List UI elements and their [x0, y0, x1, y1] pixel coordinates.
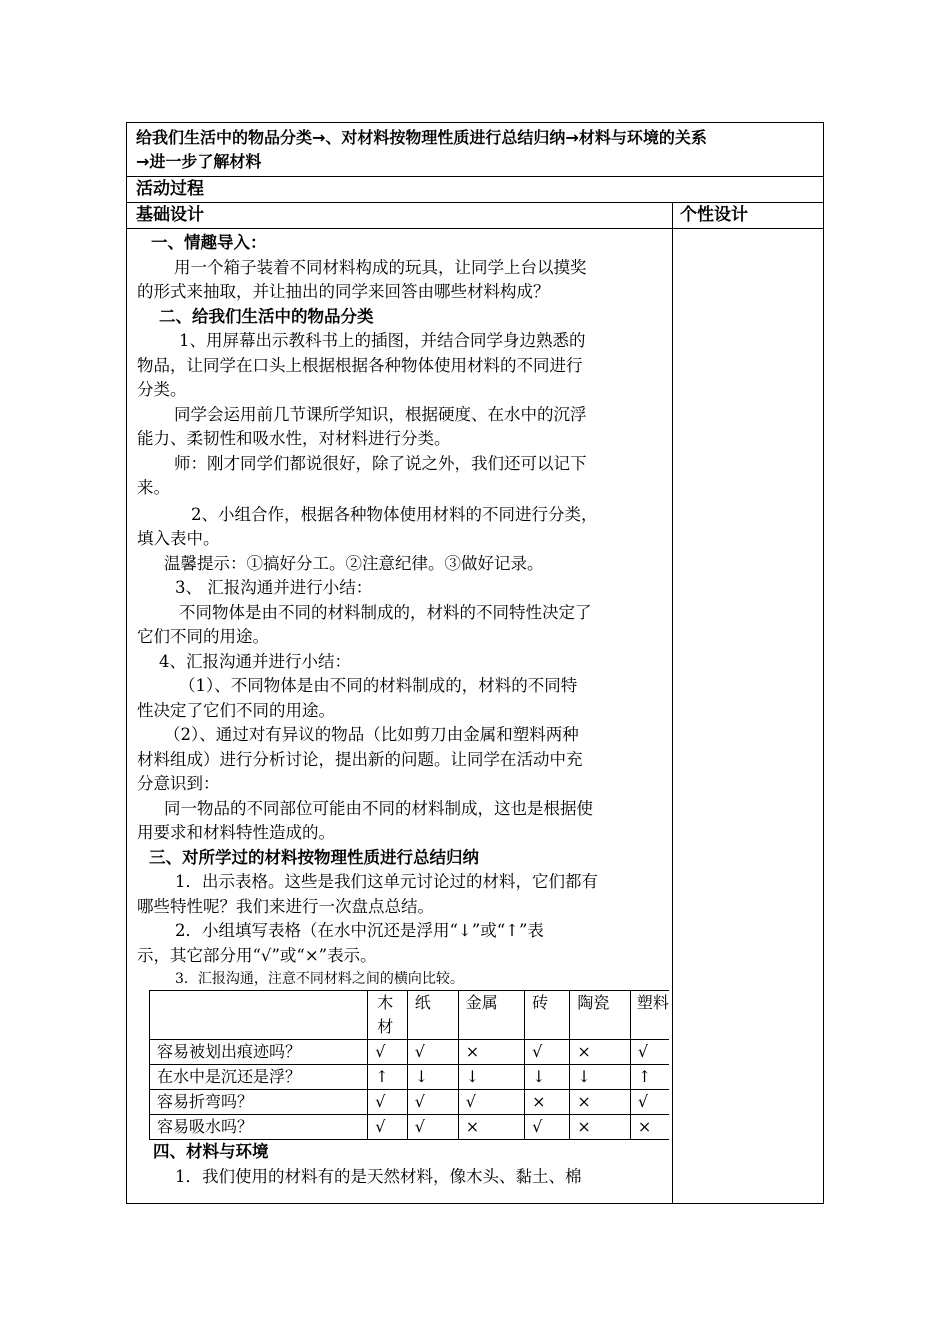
table-cell: ↓: [570, 1065, 631, 1090]
paragraph: 来。: [137, 478, 170, 497]
basic-design-content: [137, 231, 669, 1189]
table-cell: ×: [570, 1115, 631, 1140]
section-3-title: 三、对所学过的材料按物理性质进行总结归纳: [149, 847, 479, 867]
table-cell: √: [368, 1115, 407, 1140]
paragraph: 填入表中。: [137, 529, 220, 548]
table-cell: ×: [525, 1090, 570, 1115]
paragraph: 同一物品的不同部位可能由不同的材料制成，这也是根据使: [164, 798, 593, 818]
table-cell: 容易被划出痕迹吗？: [150, 1040, 368, 1065]
table-cell: ↓: [407, 1065, 458, 1090]
summary-line-1: 给我们生活中的物品分类→、对材料按物理性质进行总结归纳→材料与环境的关系: [136, 128, 707, 147]
section-2-title: 二、给我们生活中的物品分类: [159, 306, 374, 326]
personal-design-header: 个性设计: [680, 205, 748, 225]
summary-row: [127, 123, 823, 177]
paragraph: 2、小组合作，根据各种物体使用材料的不同进行分类，: [191, 504, 598, 524]
table-cell: ↓: [458, 1065, 524, 1090]
table-cell: ×: [458, 1115, 524, 1140]
table-cell: √: [407, 1090, 458, 1115]
table-header-row: [150, 991, 670, 1040]
table-header-cell: 纸: [407, 991, 458, 1040]
table-header-cell: 金属: [458, 991, 524, 1040]
table-cell: 容易折弯吗？: [150, 1090, 368, 1115]
paragraph: 2．小组填写表格（在水中沉还是浮用“↓”或“↑”表: [175, 921, 544, 940]
paragraph: 师：刚才同学们都说很好，除了说之外，我们还可以记下: [174, 453, 587, 473]
table-row: [150, 1115, 670, 1140]
paragraph: 不同物体是由不同的材料制成的，材料的不同特性决定了: [179, 602, 592, 622]
table-header-cell: 木材: [368, 991, 407, 1040]
paragraph: 3、 汇报沟通并进行小结：: [175, 578, 373, 597]
table-header-cell: 塑料: [630, 991, 669, 1040]
lesson-plan-table: [126, 122, 824, 1204]
paragraph: 物品，让同学在口头上根据根据各种物体使用材料的不同进行: [137, 355, 583, 375]
table-cell: ×: [630, 1115, 669, 1140]
paragraph: 分意识到：: [137, 774, 220, 793]
paragraph: 用要求和材料特性造成的。: [137, 823, 335, 842]
table-cell: ↑: [630, 1065, 669, 1090]
paragraph: 同学会运用前几节课所学知识，根据硬度、在水中的沉浮: [174, 404, 587, 424]
table-cell: √: [525, 1040, 570, 1065]
paragraph: 材料组成）进行分析讨论，提出新的问题。让同学在活动中充: [137, 749, 583, 769]
table-row: [150, 1065, 670, 1090]
table-cell: √: [368, 1040, 407, 1065]
summary-line-2: →进一步了解材料: [136, 152, 262, 171]
process-label: 活动过程: [127, 177, 823, 203]
materials-table: [149, 990, 669, 1140]
paragraph: 性决定了它们不同的用途。: [137, 700, 335, 720]
paragraph: 哪些特性呢？我们来进行一次盘点总结。: [137, 896, 434, 916]
paragraph: 它们不同的用途。: [137, 627, 269, 646]
table-cell: √: [407, 1115, 458, 1140]
table-cell: 在水中是沉还是浮？: [150, 1065, 368, 1090]
table-cell: ↑: [368, 1065, 407, 1090]
paragraph: 1．出示表格。这些是我们这单元讨论过的材料，它们都有: [175, 872, 598, 891]
table-cell: √: [458, 1090, 524, 1115]
table-header-cell: 砖: [525, 991, 570, 1040]
paragraph: 示，其它部分用“√”或“×”表示。: [137, 945, 377, 965]
paragraph: 1、用屏幕出示教科书上的插图，并结合同学身边熟悉的: [179, 331, 586, 350]
table-cell: √: [630, 1090, 669, 1115]
table-row: [150, 1040, 670, 1065]
paragraph: 用一个箱子装着不同材料构成的玩具，让同学上台以摸奖: [174, 257, 587, 277]
paragraph: 能力、柔韧性和吸水性，对材料进行分类。: [137, 429, 451, 448]
paragraph: 4、汇报沟通并进行小结：: [159, 651, 351, 671]
table-cell: √: [525, 1115, 570, 1140]
column-divider: [672, 203, 673, 1203]
table-cell: √: [630, 1040, 669, 1065]
table-header-cell: [150, 991, 368, 1040]
basic-design-header: 基础设计: [136, 205, 204, 225]
paragraph: 温馨提示：①搞好分工。②注意纪律。③做好记录。: [164, 553, 544, 573]
section-4-title: 四、材料与环境: [153, 1142, 269, 1161]
table-row: [150, 1090, 670, 1115]
table-cell: √: [407, 1040, 458, 1065]
table-cell: √: [368, 1090, 407, 1115]
column-headers-row: [127, 203, 823, 229]
table-cell: ×: [570, 1090, 631, 1115]
table-cell: ×: [570, 1040, 631, 1065]
paragraph: 3．汇报沟通，注意不同材料之间的横向比较。: [175, 971, 464, 987]
paragraph: 的形式来抽取，并让抽出的同学来回答由哪些材料构成？: [137, 282, 550, 301]
table-cell: 容易吸水吗？: [150, 1115, 368, 1140]
paragraph: （1）、不同物体是由不同的材料制成的，材料的不同特: [179, 676, 578, 695]
table-header-cell: 陶瓷: [570, 991, 631, 1040]
paragraph: 1．我们使用的材料有的是天然材料，像木头、黏土、棉: [175, 1166, 582, 1186]
paragraph: （2）、通过对有异议的物品（比如剪刀由金属和塑料两种: [164, 725, 579, 744]
section-1-title: 一、情趣导入：: [151, 233, 267, 252]
table-cell: ↓: [525, 1065, 570, 1090]
paragraph: 分类。: [137, 380, 187, 399]
table-cell: ×: [458, 1040, 524, 1065]
